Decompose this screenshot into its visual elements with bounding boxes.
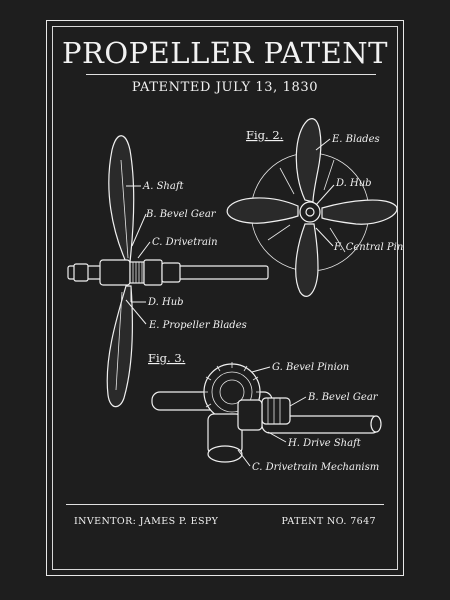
label-b-bevel-gear: B. Bevel Gear [146,209,216,220]
fig3-title: Fig. 3. [148,351,186,365]
fig2-label-e-blades: E. Blades [332,134,380,145]
fig3-label-b-bevel-gear: B. Bevel Gear [308,392,378,403]
label-c-drivetrain: C. Drivetrain [152,237,218,248]
fig1-drivetrain [144,260,162,285]
fig2-blade-top [296,119,320,202]
fig3-label-h-drive-shaft: H. Drive Shaft [288,438,361,449]
fig2-blade-bottom [296,224,318,296]
fig2-title: Fig. 2. [246,128,284,142]
fig1-upper-blade [109,136,134,262]
label-a-shaft: A. Shaft [143,181,184,192]
inventor-name: INVENTOR: JAMES P. ESPY [74,516,219,527]
fig2-label-f-central-pin: F. Central Pin [334,242,404,253]
fig3-label-g-bevel-pinion: G. Bevel Pinion [272,362,350,373]
fig2-blade-left [227,198,298,223]
page-subtitle: PATENTED JULY 13, 1830 [131,80,319,95]
patent-number: PATENT NO. 7647 [281,516,376,527]
fig2-central-pin [306,208,314,216]
fig3-gear-mechanism [148,351,381,473]
fig3-bevel-gear [262,398,290,424]
label-d-hub: D. Hub [148,297,184,308]
fig1-hub [100,260,130,285]
page-title: PROPELLER PATENT [62,36,388,70]
fig3-label-c-drivetrain-mechanism: C. Drivetrain Mechanism [252,462,380,473]
fig1-lower-blade [107,286,132,407]
fig2-label-d-hub: D. Hub [336,178,372,189]
footer-rule [66,504,384,505]
fig2-blade-right [322,200,397,224]
label-e-propeller-blades: E. Propeller Blades [149,320,247,331]
